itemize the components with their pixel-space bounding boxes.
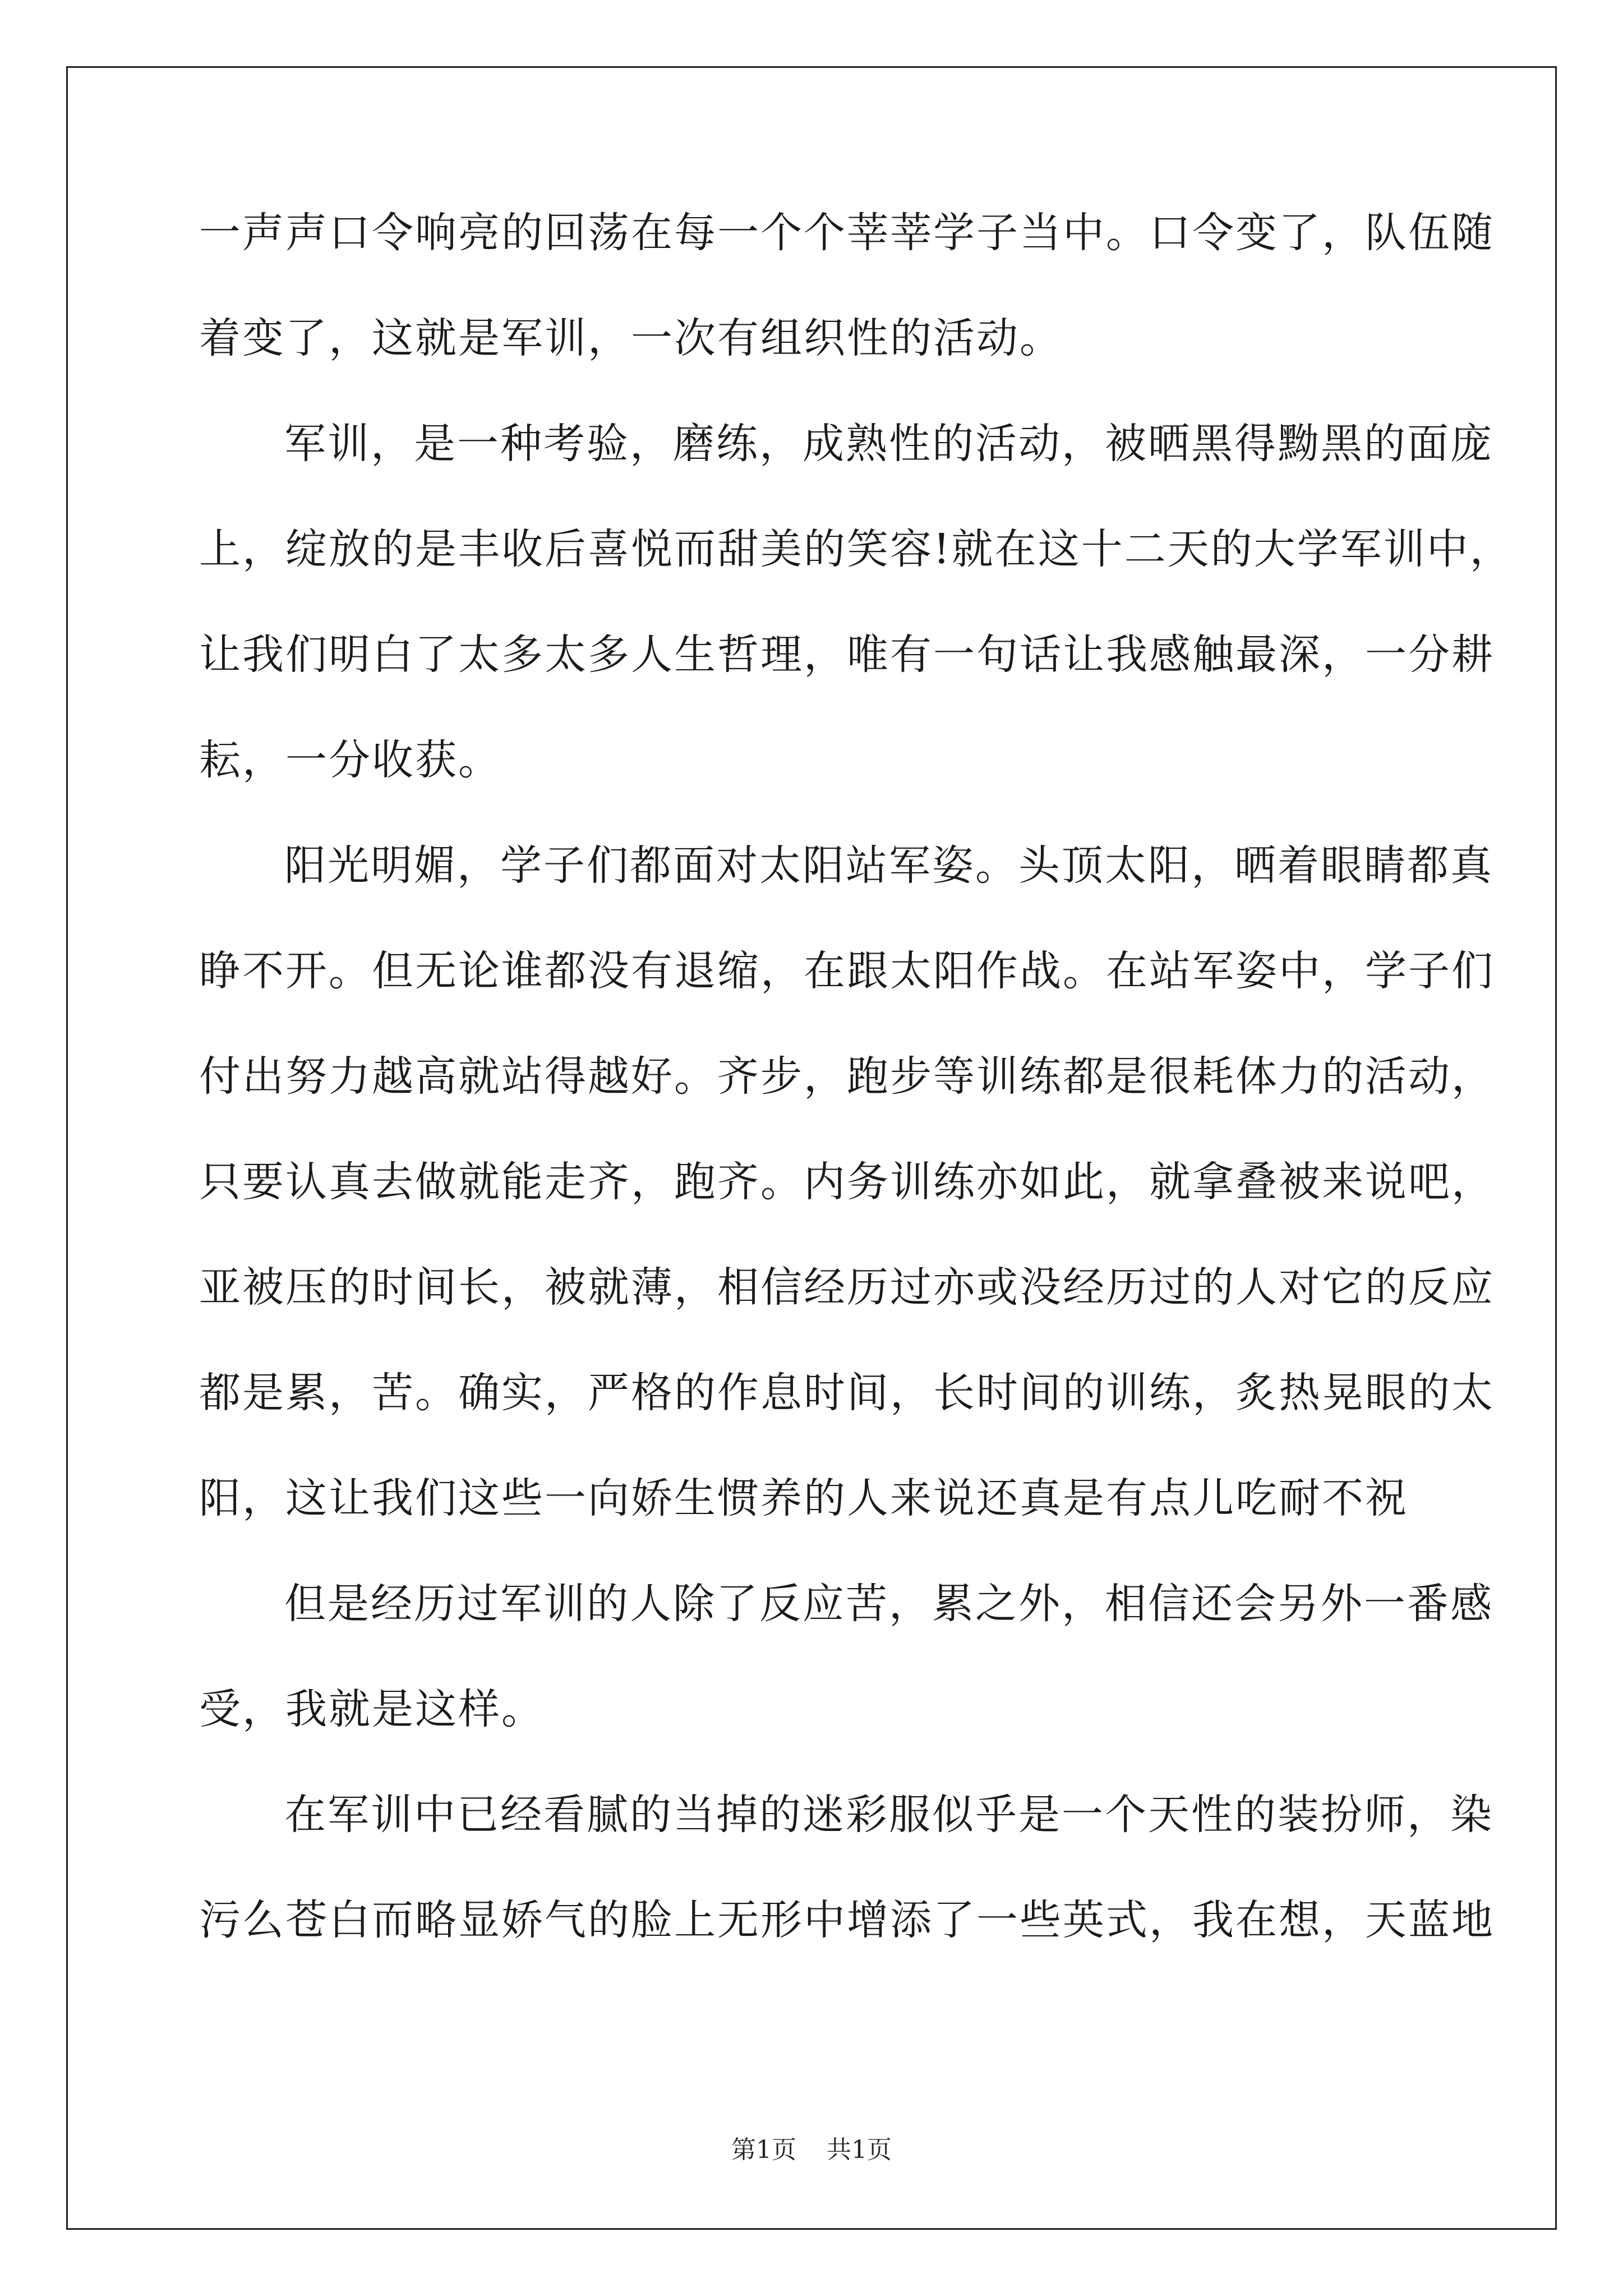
- page-footer: [0, 2129, 1623, 2165]
- text-line: 付出努力越高就站得越好。齐步，跑步等训练都是很耗体力的活动，: [199, 1052, 1495, 1101]
- text-line: 一声声口令响亮的回荡在每一个个莘莘学子当中。口令变了，队伍随: [199, 209, 1495, 257]
- page-number-total: 共1页: [827, 2136, 892, 2164]
- document-body: [199, 209, 1513, 2005]
- text-line: 让我们明白了太多太多人生哲理，唯有一句话让我感触最深，一分耕: [199, 631, 1495, 679]
- text-line: 军训，是一种考验，磨练，成熟性的活动，被晒黑得黝黑的面庞: [284, 420, 1493, 468]
- text-line: 污么苍白而略显娇气的脸上无形中增添了一些英式，我在想，天蓝地: [199, 1896, 1495, 1944]
- text-line: 阳，这让我们这些一向娇生惯养的人来说还真是有点儿吃耐不祝: [199, 1474, 1408, 1522]
- text-line: 阳光明媚，学子们都面对太阳站军姿。头顶太阳，晒着眼睛都真: [284, 841, 1493, 890]
- text-line: 在军训中已经看腻的当掉的迷彩服似乎是一个天性的装扮师，染: [284, 1791, 1493, 1839]
- text-line: 耘，一分收获。: [199, 736, 501, 784]
- page-number-current: 第1页: [731, 2136, 796, 2164]
- text-line: 都是累，苦。确实，严格的作息时间，长时间的训练，炙热晃眼的太: [199, 1369, 1495, 1417]
- text-line: 睁不开。但无论谁都没有退缩，在跟太阳作战。在站军姿中，学子们: [199, 947, 1495, 995]
- text-line: 只要认真去做就能走齐，跑齐。内务训练亦如此，就拿叠被来说吧，: [199, 1158, 1495, 1206]
- text-line: 亚被压的时间长，被就薄，相信经历过亦或没经历过的人对它的反应: [199, 1263, 1495, 1312]
- text-line: 着变了，这就是军训，一次有组织性的活动。: [199, 314, 1063, 362]
- text-line: 受，我就是这样。: [199, 1685, 545, 1733]
- text-line: 上，绽放的是丰收后喜悦而甜美的笑容!就在这十二天的大学军训中，: [199, 525, 1513, 573]
- text-line: 但是经历过军训的人除了反应苦，累之外，相信还会另外一番感: [284, 1580, 1493, 1628]
